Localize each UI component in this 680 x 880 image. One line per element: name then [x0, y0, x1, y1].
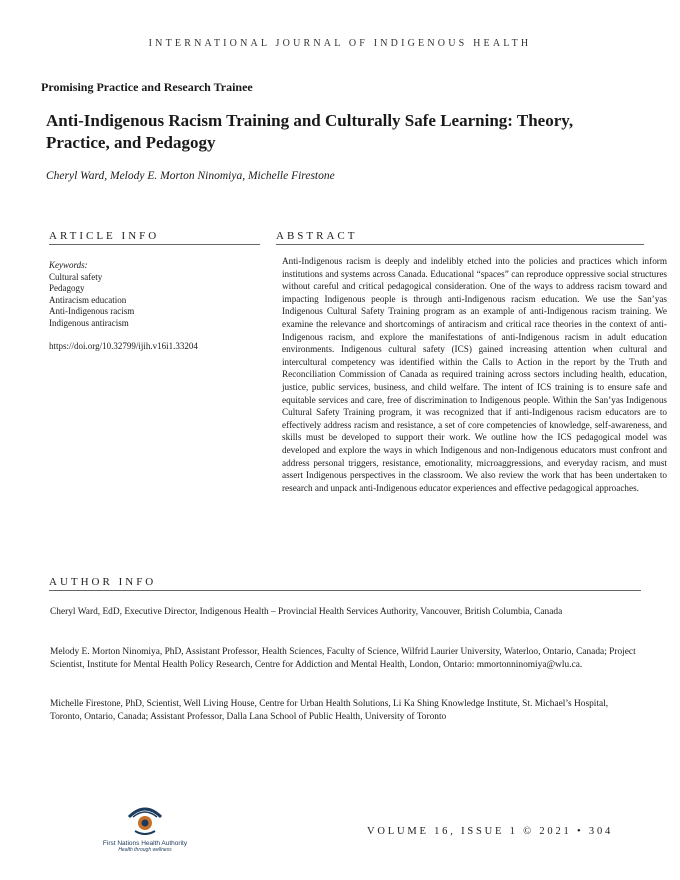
footer-volume: VOLUME 16, ISSUE 1 © 2021 • 304 [367, 826, 614, 837]
logo-name: First Nations Health Authority [102, 840, 188, 847]
keyword-item: Indigenous antiracism [49, 317, 129, 328]
author-affiliation: Melody E. Morton Ninomiya, PhD, Assistant Professor, Health Sciences, Faculty of Science, Wilfrid Laurier University, Waterloo, Ontario, Canada; Project Scientist, Institute for Mental Health Policy Research, Centre for Addiction and Mental Health, London, Ontario: mmortonninomiya@wlu.ca. [50, 647, 636, 671]
keyword-item: Pedagogy [49, 283, 85, 293]
fnha-logo [85, 803, 205, 853]
keyword-item: Cultural safety [49, 271, 103, 282]
article-info-heading: ARTICLE INFO [49, 230, 260, 245]
article-info-panel [49, 260, 264, 353]
keywords-label: Keywords: [49, 260, 88, 270]
article-title: Anti-Indigenous Racism Training and Culturally Safe Learning: Theory, Practice, and Pedagogy [46, 111, 574, 152]
fnha-logo-icon [125, 803, 165, 839]
article-section-label: Promising Practice and Research Trainee [41, 80, 253, 94]
keyword-item: Anti-Indigenous racism [49, 306, 135, 316]
journal-title: INTERNATIONAL JOURNAL OF INDIGENOUS HEALTH [148, 38, 532, 49]
abstract-body: Anti-Indigenous racism is deeply and indelibly etched into the policies and practices which inform institutions and systems across Canada. Educational “spaces” can reproduce oppressive social structures without careful and critical pedagogical consideration. One of the ways to address racism toward and impacting Indigenous people is through anti-Indigenous racism education. We use the San’yas Indigenous Cultural Safety Training program as an example of anti-Indigenous racism training. We examine the relevance and shortcomings of antiracism and critical race theories in the context of anti-Indigenous racism, and explore the manifestations of anti-Indigenous racism in adult education environments. Indigenous cultural safety (ICS) gained increasing attention when cultural and intercultural competency was identified within the Calls to Action in the report by the Truth and Reconciliation Commission of Canada as required training across sectors including health, education, justice, public services, business, and child welfare. The intent of ICS training is to ensure safe and equitable services and care, free of discrimination to Indigenous people. Within the San’yas Indigenous Cultural Safety Training program, it was recognized that if anti-Indigenous racism educators are to effectively address racism and resistance, a set of core competencies of knowledge, self-awareness, and skills must be developed to support their work. We outline how the ICS pedagogical model was developed and explore the ways in which Indigenous and non-Indigenous educators must confront and address personal triggers, resistance, emotionality, microaggressions, and everyday racism, and must assert Indigenous perspectives in the classroom. We also review the work that has been undertaken to research and unpack anti-Indigenous educator experiences and effective pedagogical approaches. [282, 256, 667, 493]
author-affiliation: Cheryl Ward, EdD, Executive Director, Indigenous Health – Provincial Health Services Authority, Vancouver, British Columbia, Canada [50, 607, 563, 617]
keyword-item: Antiracism education [49, 294, 127, 305]
abstract-heading: ABSTRACT [276, 230, 644, 245]
logo-tagline: Health through wellness [118, 847, 172, 853]
author-affiliation: Michelle Firestone, PhD, Scientist, Well Living House, Centre for Urban Health Solutions, Li Ka Shing Knowledge Institute, St. Michael’s Hospital, Toronto, Ontario, Canada; Assistant Professor, Dalla Lana School of Public Health, University of Toronto [50, 699, 609, 723]
author-list: Cheryl Ward, Melody E. Morton Ninomiya, Michelle Firestone [46, 170, 335, 182]
doi-link[interactable]: https://doi.org/10.32799/ijih.v16i1.33204 [49, 341, 198, 351]
author-info-heading: AUTHOR INFO [49, 576, 641, 591]
